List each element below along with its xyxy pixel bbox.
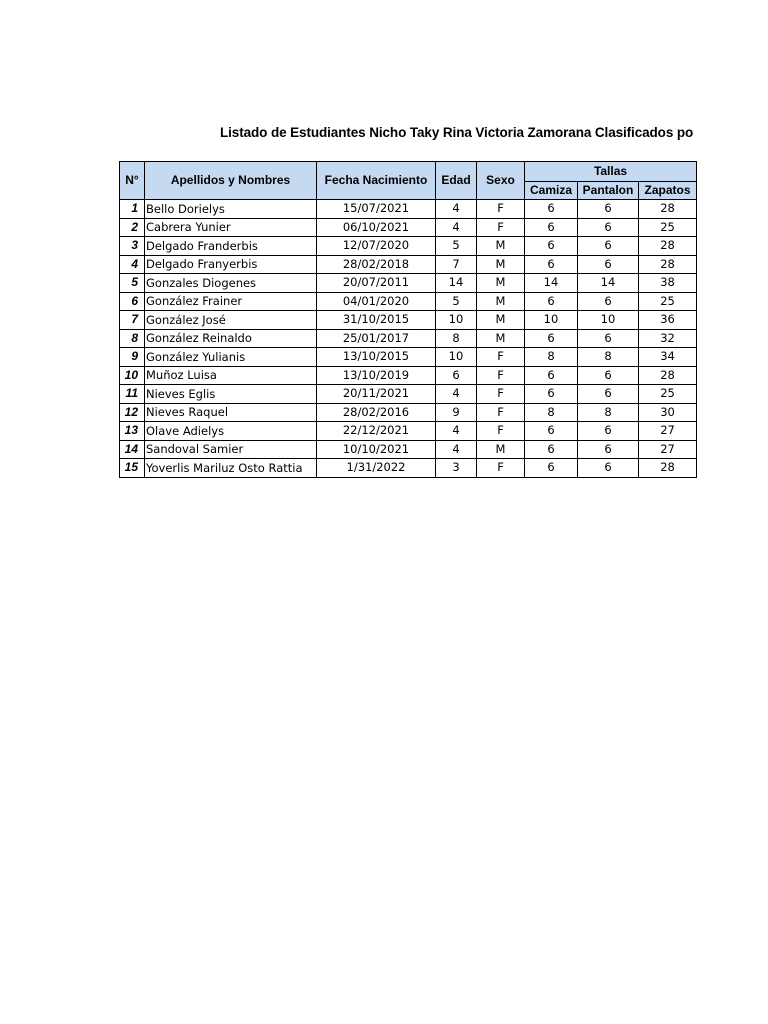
cell-sex: M [477, 274, 525, 293]
cell-name: Delgado Franyerbis [145, 255, 317, 274]
table-row [120, 200, 697, 219]
cell-birth: 31/10/2015 [317, 311, 436, 330]
cell-sex: F [477, 366, 525, 385]
cell-age: 14 [436, 274, 477, 293]
header-num: N° [120, 162, 145, 200]
cell-age: 5 [436, 237, 477, 256]
cell-pants: 6 [578, 237, 639, 256]
cell-pants: 6 [578, 459, 639, 478]
cell-name: Sandoval Samier [145, 440, 317, 459]
cell-birth: 04/01/2020 [317, 292, 436, 311]
header-shoes: Zapatos [639, 182, 697, 200]
cell-birth: 28/02/2016 [317, 403, 436, 422]
cell-pants: 6 [578, 255, 639, 274]
table-row [120, 237, 697, 256]
table-row [120, 292, 697, 311]
cell-num: 11 [120, 385, 145, 404]
header-sex: Sexo [477, 162, 525, 200]
cell-shirt: 6 [525, 255, 578, 274]
cell-name: González Frainer [145, 292, 317, 311]
cell-name: Nieves Eglis [145, 385, 317, 404]
header-pants: Pantalon [578, 182, 639, 200]
cell-pants: 6 [578, 440, 639, 459]
table-row [120, 366, 697, 385]
cell-shirt: 6 [525, 440, 578, 459]
cell-num: 9 [120, 348, 145, 367]
cell-shoes: 25 [639, 218, 697, 237]
cell-shoes: 28 [639, 366, 697, 385]
cell-name: Olave Adielys [145, 422, 317, 441]
cell-num: 4 [120, 255, 145, 274]
cell-num: 2 [120, 218, 145, 237]
table-header [120, 162, 697, 200]
cell-shirt: 8 [525, 403, 578, 422]
table-row [120, 385, 697, 404]
header-name: Apellidos y Nombres [145, 162, 317, 200]
cell-shoes: 28 [639, 200, 697, 219]
cell-birth: 13/10/2019 [317, 366, 436, 385]
cell-sex: F [477, 218, 525, 237]
cell-pants: 14 [578, 274, 639, 293]
cell-sex: M [477, 255, 525, 274]
cell-age: 6 [436, 366, 477, 385]
cell-name: Cabrera Yunier [145, 218, 317, 237]
cell-sex: F [477, 348, 525, 367]
cell-shoes: 27 [639, 422, 697, 441]
cell-age: 4 [436, 218, 477, 237]
table-row [120, 403, 697, 422]
cell-shoes: 36 [639, 311, 697, 330]
cell-shirt: 6 [525, 292, 578, 311]
cell-age: 4 [436, 385, 477, 404]
cell-sex: M [477, 292, 525, 311]
cell-pants: 10 [578, 311, 639, 330]
table-row [120, 422, 697, 441]
header-age: Edad [436, 162, 477, 200]
cell-age: 7 [436, 255, 477, 274]
cell-sex: M [477, 311, 525, 330]
cell-name: González Yulianis [145, 348, 317, 367]
cell-birth: 28/02/2018 [317, 255, 436, 274]
cell-shoes: 25 [639, 292, 697, 311]
cell-shoes: 32 [639, 329, 697, 348]
cell-shirt: 6 [525, 237, 578, 256]
students-table [119, 161, 697, 478]
cell-pants: 6 [578, 385, 639, 404]
cell-age: 9 [436, 403, 477, 422]
table-row [120, 459, 697, 478]
cell-shirt: 10 [525, 311, 578, 330]
cell-shirt: 6 [525, 422, 578, 441]
cell-name: Gonzales Diogenes [145, 274, 317, 293]
cell-pants: 6 [578, 329, 639, 348]
cell-birth: 20/11/2021 [317, 385, 436, 404]
cell-shirt: 6 [525, 459, 578, 478]
cell-age: 4 [436, 422, 477, 441]
cell-sex: M [477, 329, 525, 348]
table-row [120, 329, 697, 348]
cell-age: 10 [436, 311, 477, 330]
cell-num: 10 [120, 366, 145, 385]
cell-age: 10 [436, 348, 477, 367]
cell-name: González Reinaldo [145, 329, 317, 348]
table-row [120, 218, 697, 237]
cell-pants: 6 [578, 366, 639, 385]
cell-sex: F [477, 385, 525, 404]
cell-num: 7 [120, 311, 145, 330]
table-row [120, 311, 697, 330]
cell-shoes: 38 [639, 274, 697, 293]
cell-name: González José [145, 311, 317, 330]
cell-name: Delgado Franderbis [145, 237, 317, 256]
cell-birth: 1/31/2022 [317, 459, 436, 478]
cell-pants: 6 [578, 218, 639, 237]
cell-shoes: 25 [639, 385, 697, 404]
cell-shoes: 28 [639, 237, 697, 256]
cell-birth: 20/07/2011 [317, 274, 436, 293]
cell-birth: 22/12/2021 [317, 422, 436, 441]
table-row [120, 440, 697, 459]
cell-shirt: 14 [525, 274, 578, 293]
cell-num: 3 [120, 237, 145, 256]
header-shirt: Camiza [525, 182, 578, 200]
cell-shirt: 6 [525, 200, 578, 219]
cell-age: 5 [436, 292, 477, 311]
cell-sex: M [477, 237, 525, 256]
cell-age: 8 [436, 329, 477, 348]
cell-age: 4 [436, 440, 477, 459]
cell-num: 14 [120, 440, 145, 459]
cell-pants: 8 [578, 403, 639, 422]
cell-num: 6 [120, 292, 145, 311]
header-birth: Fecha Nacimiento [317, 162, 436, 200]
cell-shoes: 28 [639, 255, 697, 274]
cell-shirt: 6 [525, 385, 578, 404]
cell-birth: 13/10/2015 [317, 348, 436, 367]
cell-pants: 6 [578, 292, 639, 311]
header-sizes: Tallas [525, 162, 697, 182]
cell-birth: 15/07/2021 [317, 200, 436, 219]
cell-birth: 12/07/2020 [317, 237, 436, 256]
cell-sex: F [477, 200, 525, 219]
cell-num: 12 [120, 403, 145, 422]
cell-birth: 10/10/2021 [317, 440, 436, 459]
table-row [120, 255, 697, 274]
cell-name: Nieves Raquel [145, 403, 317, 422]
cell-pants: 8 [578, 348, 639, 367]
cell-shoes: 34 [639, 348, 697, 367]
cell-birth: 25/01/2017 [317, 329, 436, 348]
cell-sex: F [477, 459, 525, 478]
cell-num: 5 [120, 274, 145, 293]
cell-num: 13 [120, 422, 145, 441]
page-title: Listado de Estudiantes Nicho Taky Rina Victoria Zamorana Clasificados po [220, 125, 694, 140]
table-row [120, 274, 697, 293]
table-body [120, 200, 697, 478]
cell-shirt: 6 [525, 218, 578, 237]
cell-shirt: 6 [525, 329, 578, 348]
cell-name: Bello Dorielys [145, 200, 317, 219]
cell-pants: 6 [578, 200, 639, 219]
cell-shirt: 6 [525, 366, 578, 385]
cell-pants: 6 [578, 422, 639, 441]
cell-shoes: 27 [639, 440, 697, 459]
table-row [120, 348, 697, 367]
cell-num: 8 [120, 329, 145, 348]
cell-name: Muñoz Luisa [145, 366, 317, 385]
cell-sex: F [477, 422, 525, 441]
cell-sex: F [477, 403, 525, 422]
cell-shoes: 30 [639, 403, 697, 422]
cell-age: 4 [436, 200, 477, 219]
cell-birth: 06/10/2021 [317, 218, 436, 237]
cell-shirt: 8 [525, 348, 578, 367]
cell-age: 3 [436, 459, 477, 478]
cell-sex: M [477, 440, 525, 459]
cell-shoes: 28 [639, 459, 697, 478]
cell-num: 15 [120, 459, 145, 478]
cell-name: Yoverlis Mariluz Osto Rattia [145, 459, 317, 478]
cell-num: 1 [120, 200, 145, 219]
